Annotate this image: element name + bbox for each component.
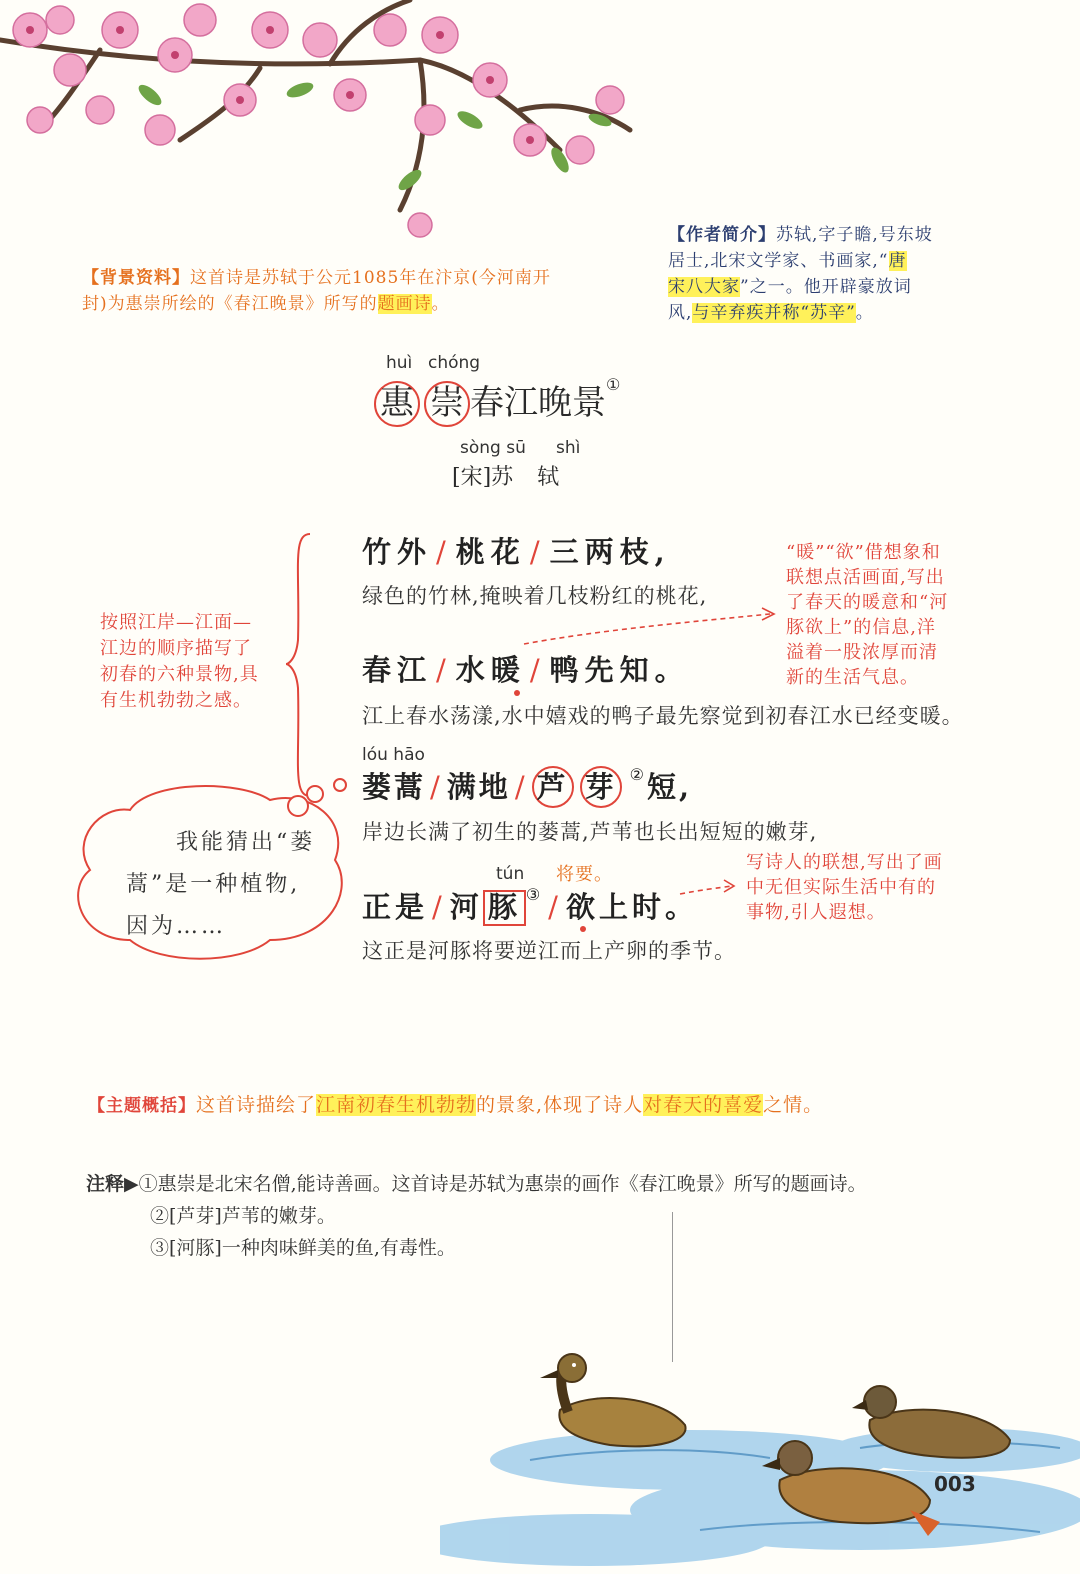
poet-byline: [宋]苏 轼 [452,465,560,490]
ducks-illustration [440,1340,1080,1574]
line4-pinyin: tún [496,864,525,884]
footnotes: 注释▶①惠崇是北宋名僧,能诗善画。这首诗是苏轼为惠崇的画作《春江晚景》所写的题画诗。 ②[芦芽]芦苇的嫩芽。 ③[河豚]一种肉味鲜美的鱼,有毒性。 [86,1173,867,1259]
peach-blossom-illustration [0,0,640,250]
line4-gloss: 将要。 [556,864,613,885]
poet-pinyin-2: shì [556,438,581,458]
author-note: 【作者简介】苏轼,字子瞻,号东坡 居士,北宋文学家、书画家,“唐 宋八大家”之一。他开辟豪放词 风,与辛弃疾并称“苏辛”。 [668,225,933,323]
emphasis-dot [514,690,520,696]
poem-line-3: 蒌蒿 / 满地 / 芦 芽 ②短, [362,765,692,808]
theme-tag: 【主题概括】 [88,1096,196,1116]
translation-line-1: 绿色的竹林,掩映着几枝粉红的桃花, [362,584,708,608]
title-pinyin-1: huì [386,353,413,373]
translation-line-4: 这正是河豚将要逆江而上产卵的季节。 [362,939,736,963]
background-note: 【背景资料】这首诗是苏轼于公元1085年在汴京(今河南开 封)为惠崇所绘的《春江晚景》所写的题画诗。 [82,268,551,314]
imagery-annotation: “暖”“欲”借想象和 联想点活画面,写出 了春天的暖意和“河 豚欲上”的信息,洋 溢着一股浓厚而清 新的生活气息。 [786,542,949,688]
poem-line-1: 竹外 / 桃花 / 三两枝, [362,535,671,569]
page-number: 003 [934,1472,976,1496]
annotation-arrow [520,600,780,650]
emphasis-dot [580,926,586,932]
imagination-annotation: 写诗人的联想,写出了画 中无但实际生活中有的 事物,引人遐想。 [746,852,943,923]
background-tag: 【背景资料】 [82,268,190,288]
annotation-arrow [676,874,740,904]
notes-label: 注释▶ [86,1173,139,1195]
structure-annotation: 按照江岸—江面— 江边的顺序描写了 初春的六种景物,具 有生机勃勃之感。 [100,612,259,711]
poem-line-4: 正是 / 河 豚 ③ / 欲上时。 [362,885,698,924]
poet-pinyin-1: sòng sū [460,438,526,458]
translation-line-2: 江上春水荡漾,水中嬉戏的鸭子最先察觉到初春江水已经变暖。 [362,704,964,728]
theme-summary: 【主题概括】这首诗描绘了江南初春生机勃勃的景象,体现了诗人对春天的喜爱之情。 [88,1094,824,1116]
poem-line-2: 春江 / 水暖 / 鸭先知。 [362,653,690,687]
author-tag: 【作者简介】 [668,225,776,245]
bubble-text: 我能猜出“蒌 蒿”是一种植物, 因为…… [126,830,316,939]
page-title: 惠 崇 春江晚景① [374,375,620,427]
translation-line-3: 岸边长满了初生的蒌蒿,芦苇也长出短短的嫩芽, [362,820,818,844]
line3-pinyin: lóu hāo [362,745,425,765]
title-pinyin-2: chóng [428,353,481,373]
